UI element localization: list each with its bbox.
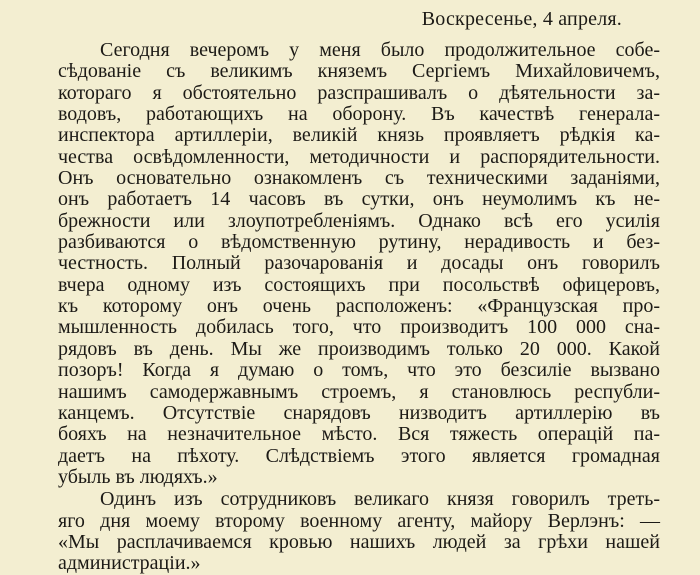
text-line: онъ работаетъ 14 часовъ въ сутки, онъ неумолимъ къ не- xyxy=(58,188,660,211)
text-line: Онъ основательно ознакомленъ съ техническими заданіями, xyxy=(58,167,660,190)
text-line: администраціи.» xyxy=(58,552,201,575)
text-line: водовъ, работающихъ на оборону. Въ качествѣ генерала- xyxy=(58,103,660,126)
text-line: канцемъ. Отсутствіе снарядовъ низводитъ артиллерію въ xyxy=(58,401,660,424)
text-line: инспектора артиллеріи, великій князь проявляетъ рѣдкія ка- xyxy=(58,124,660,147)
text-line: рядовъ въ день. Мы же производимъ только 20 000. Какой xyxy=(58,337,660,360)
text-line: нашимъ самодержавнымъ строемъ, я становлюсь республи- xyxy=(58,380,660,403)
text-line: сѣдованіе съ великимъ княземъ Сергіемъ Михайловичемъ, xyxy=(58,60,660,83)
text-line: позоръ! Когда я думаю о томъ, что это безсиліе вызвано xyxy=(58,359,660,382)
text-line: чества освѣдомленности, методичности и распорядительности. xyxy=(58,145,660,168)
entry-date: Воскресенье, 4 апреля. xyxy=(421,8,622,30)
text-line: вчера одному изъ состоящихъ при посольствѣ офицеровъ, xyxy=(58,273,660,296)
text-line: разбиваются о вѣдомственную рутину, нерадивость и без- xyxy=(58,231,660,254)
paragraph-2 xyxy=(58,489,660,574)
text-line: даетъ на пѣхоту. Слѣдствіемъ этого является громадная xyxy=(58,444,660,467)
text-line: убыль въ людяхъ.» xyxy=(58,465,218,488)
text-line: котораго я обстоятельно разспрашивалъ о дѣятельности за- xyxy=(58,81,660,104)
text-line: бояхъ на незначительное мѣсто. Вся тяжесть операцій па- xyxy=(58,423,660,446)
text-line: Сегодня вечеромъ у меня было продолжительное собе- xyxy=(100,39,660,61)
text-line: мышленность добилась того, что производитъ 100 000 сна- xyxy=(58,316,660,339)
text-line: брежности или злоупотребленіямъ. Однако всѣ его усилія xyxy=(58,209,660,232)
text-line: яго дня моему второму военному агенту, майору Верлэнъ: — xyxy=(58,509,660,532)
paragraph-1 xyxy=(58,40,660,488)
text-line: честность. Полный разочарованія и досады онъ говорилъ xyxy=(58,252,660,275)
text-line: къ которому онъ очень расположенъ: «Французская про- xyxy=(58,295,660,318)
text-line: «Мы расплачиваемся кровью нашихъ людей за грѣхи нашей xyxy=(58,530,660,553)
text-line: Одинъ изъ сотрудниковъ великаго князя говорилъ треть- xyxy=(100,488,660,511)
